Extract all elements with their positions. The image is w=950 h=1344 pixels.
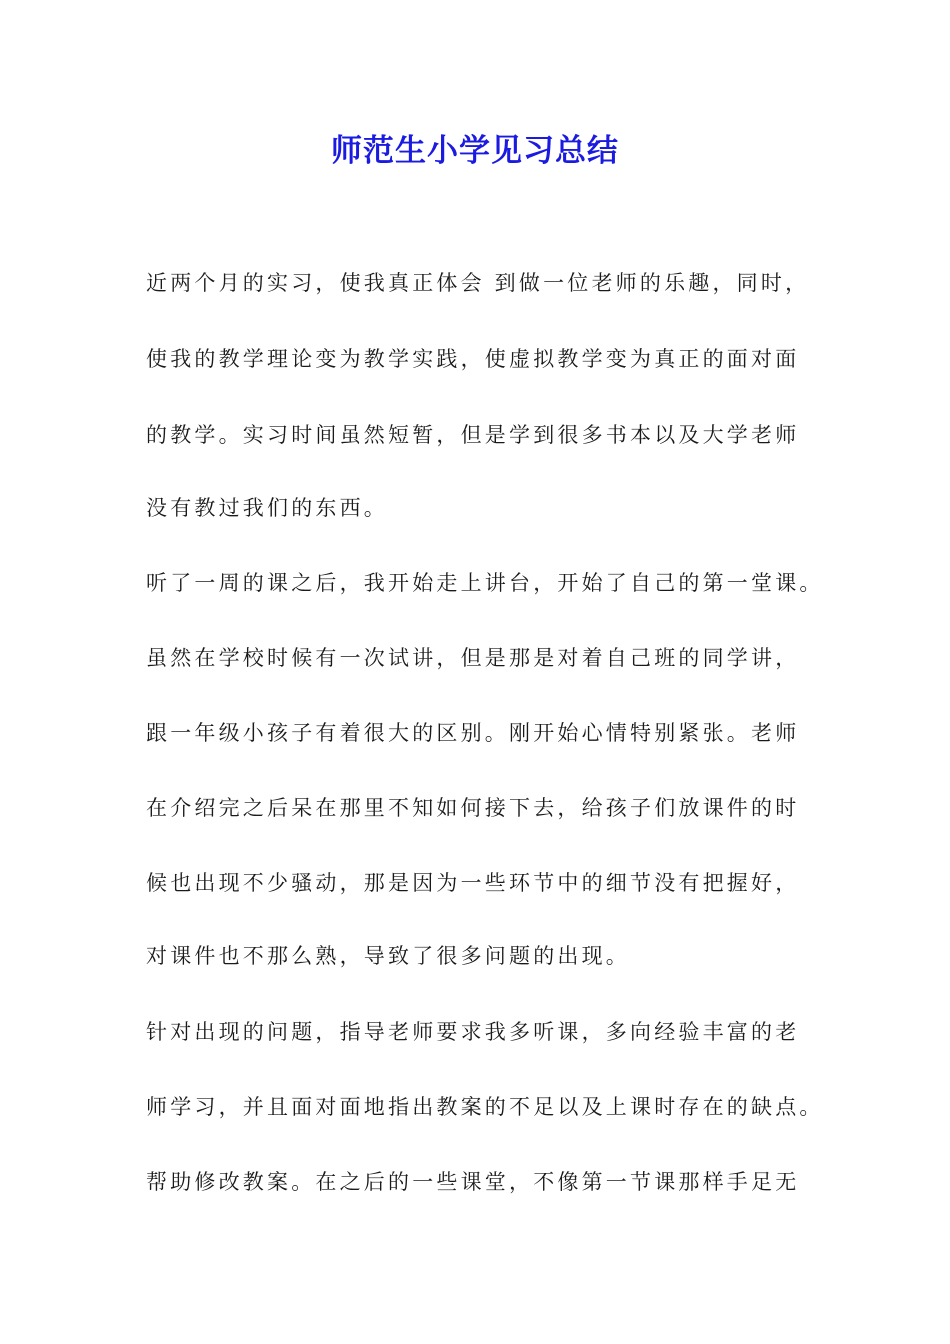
body-line: 听了一周的课之后，我开始走上讲台，开始了自己的第一堂课。 [146,571,824,595]
body-line: 帮助修改教案。在之后的一些课堂，不像第一节课那样手足无 [146,1170,800,1194]
body-line: 师学习，并且面对面地指出教案的不足以及上课时存在的缺点。 [146,1095,824,1119]
body-line: 的教学。实习时间虽然短暂，但是学到很多书本以及大学老师 [146,423,800,447]
body-line: 针对出现的问题，指导老师要求我多听课，多向经验丰富的老 [146,1020,800,1044]
body-line: 跟一年级小孩子有着很大的区别。刚开始心情特别紧张。老师 [146,721,800,745]
body-line: 候也出现不少骚动，那是因为一些环节中的细节没有把握好， [146,871,800,895]
body-line: 没有教过我们的东西。 [146,496,388,520]
body-line: 虽然在学校时候有一次试讲，但是那是对着自己班的同学讲， [146,646,800,670]
body-line: 在介绍完之后呆在那里不知如何接下去，给孩子们放课件的时 [146,796,800,820]
body-line: 对课件也不那么熟，导致了很多问题的出现。 [146,944,630,968]
body-line: 近两个月的实习，使我真正体会 到做一位老师的乐趣，同时， [146,271,810,295]
body-line: 使我的教学理论变为教学实践，使虚拟教学变为真正的面对面 [146,347,800,371]
document-title: 师范生小学见习总结 [331,133,619,169]
